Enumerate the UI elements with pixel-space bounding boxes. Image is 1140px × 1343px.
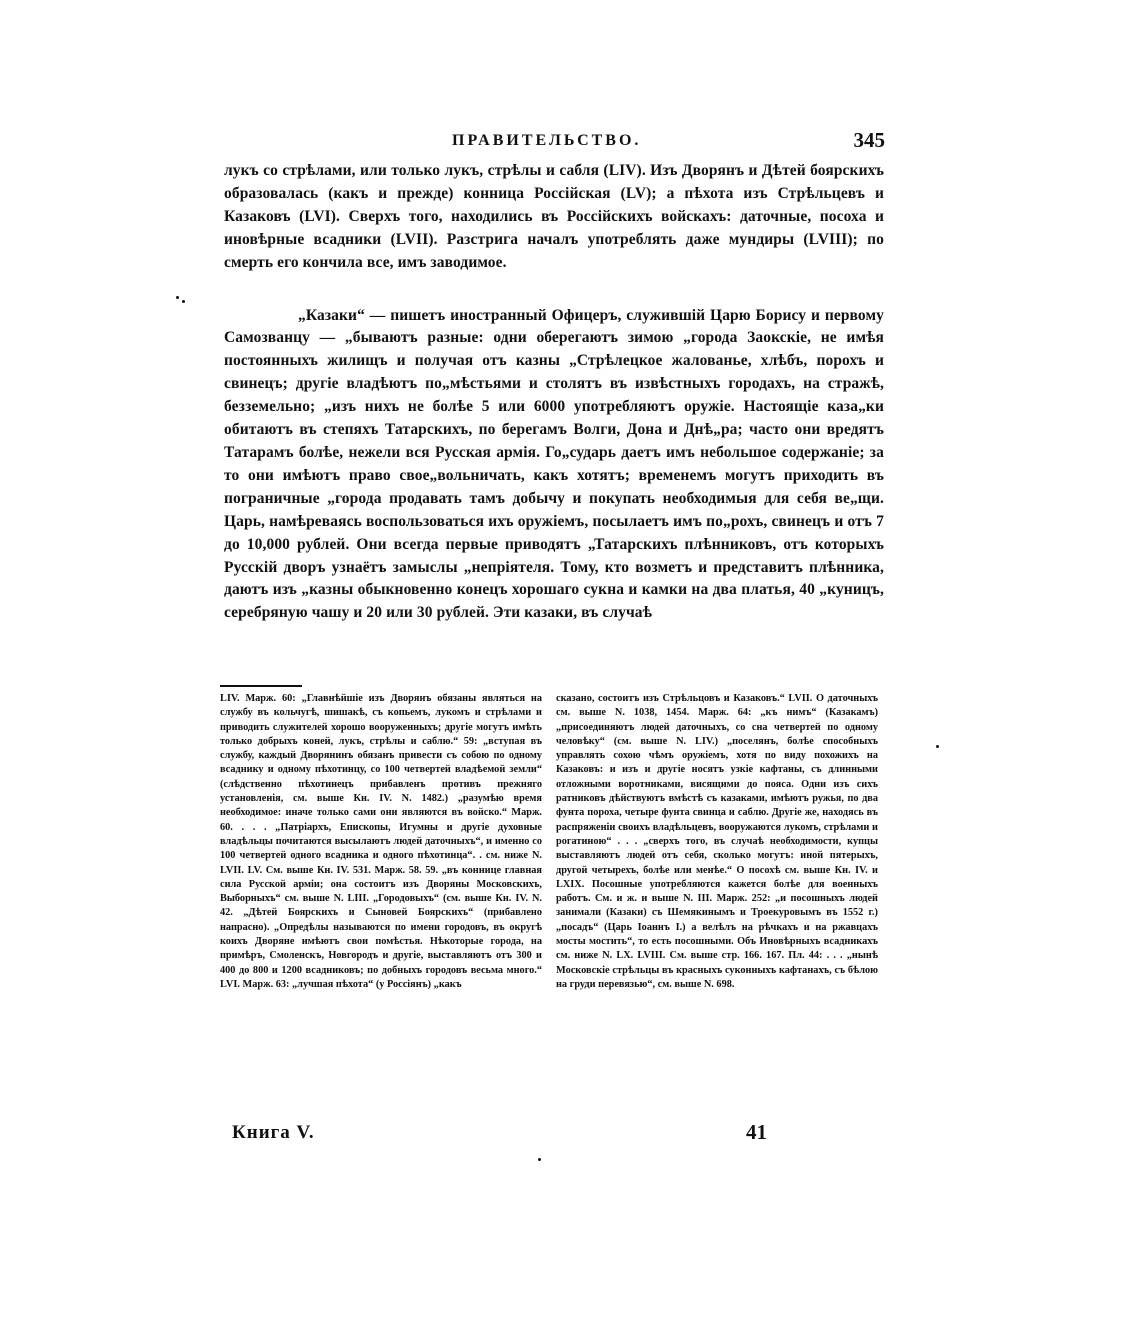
signature-mark: Книга V. xyxy=(232,1122,315,1143)
page-number: 345 xyxy=(853,128,885,152)
print-speck xyxy=(936,745,939,748)
print-speck xyxy=(176,296,179,299)
footnotes-right-column xyxy=(556,692,878,992)
print-speck xyxy=(182,300,185,303)
footnotes-left-column xyxy=(220,692,542,992)
footnote-text-right: сказано, состоитъ изъ Стрѣльцовъ и Казаковъ.“ LVII. О даточныхъ см. выше N. 1038, 1454. Марж. 64: „къ нимъ“ (Казакамъ) „присоединяютъ людей даточныхъ, со сна четвертей по одному человѣку“ (см. выше N. LIV.) „поселянъ, болѣе способныхъ управлять сохою чѣмъ оружіемъ, хотя по виду похожихъ на Казаковъ: и изъ и другіе носятъ узкіе кафтаны, съ длинными отложными воротниками, висящими до пояса. Одни изъ сихъ ратниковъ дѣйствуютъ вмѣстѣ съ казаками, имѣютъ ружья, по два фунта пороха, четыре фунта свинца и саблю. Другіе же, находясь въ распряженіи своихъ владѣльцевъ, вооружаются лукомъ, стрѣлами и рогатиною“ . . . „сверхъ того, въ случаѣ необходимости, купцы выставляютъ людей отъ себя, сколько могутъ: иной пятерыхъ, другой четырехъ, болѣе или менѣе.“ О посохѣ см. выше Кн. IV. и LXIX. Посошные употребляются кажется болѣе для военныхъ работъ. См. и ж. и выше N. III. Марж. 252: „и посошныхъ людей занимали (Казаки) съ Шемякинымъ и Троекуровымъ въ 1552 г.) „посадъ“ (Царь Іоаннъ I.) а велѣлъ на рѣчкахъ и на ржавцахъ мосты мостить“, то есть посошными. Объ Иновѣрныхъ всадникахъ см. ниже N. LX. LVIII. См. выше стр. 166. 167. Пл. 44: . . . „нынѣ Московскіе стрѣльцы въ красныхъ суконныхъ кафтанахъ, съ бѣлою на груди перевязью“, см. выше N. 698. xyxy=(556,693,878,990)
print-speck xyxy=(538,1158,541,1161)
main-text xyxy=(224,160,884,625)
signature-number: 41 xyxy=(746,1120,767,1144)
paragraph-1: лукъ со стрѣлами, или только лукъ, стрѣлы и сабля (LIV). Изъ Дворянъ и Дѣтей боярскихъ образовалась (какъ и прежде) конница Россійская (LV); а пѣхота изъ Стрѣльцевъ и Казаковъ (LVI). Сверхъ того, находились въ Россійскихъ войскахъ: даточные, посоха и иновѣрные всадники (LVII). Разстрига началъ употреблять даже мундиры (LVIII); по смерть его кончила все, имъ заводимое. xyxy=(224,162,884,271)
running-title: ПРАВИТЕЛЬСТВО. xyxy=(452,132,642,149)
paragraph-2: „Казаки“ — пишетъ иностранный Офицеръ, служившій Царю Борису и первому Самозванцу — „бываютъ разные: одни оберегаютъ зимою „города Заокскіе, не имѣя постоянныхъ жилищъ и получая отъ казны „Стрѣлецкое жалованье, хлѣбъ, порохъ и свинецъ; другіе владѣютъ по„мѣстьями и столятъ въ извѣстныхъ городахъ, на стражѣ, безземельно; „изъ нихъ не болѣе 5 или 6000 употребляютъ оружіе. Настоящіе каза„ки обитаютъ въ степяхъ Татарскихъ, по берегамъ Волги, Дона и Днѣ„ра; часто они вредятъ Татарамъ болѣе, нежели вся Русская армія. Го„сударь даетъ имъ небольшое содержаніе; за то они имѣютъ право свое„вольничать, какъ хотятъ; временемъ могутъ приходить въ пограничные „города продавать тамъ добычу и покупать необходимыя для себя ве„щи. Царь, намѣреваясь воспользоваться ихъ оружіемъ, посылаетъ имъ по„рохъ, свинецъ и отъ 7 до 10,000 рублей. Они всегда первые приводятъ „Татарскихъ плѣнниковъ, отъ которыхъ Русскій дворъ узнаётъ замыслы „непріятеля. Тому, кто возметъ и представитъ плѣнника, даютъ изъ „казны обыкновенно конецъ хорошаго сукна и камки на два платья, 40 „куницъ, серебряную чашу и 20 или 30 рублей. Эти казаки, въ случаѣ xyxy=(224,306,884,622)
footnote-text-left: LIV. Марж. 60: „Главнѣйшіе изъ Дворянъ обязаны являться на службу въ кольчугѣ, шишакѣ, съ копьемъ, лукомъ и стрѣлами и приводить служителей хорошо вооруженныхъ; другіе могутъ имѣть только добрыхъ коней, лукъ, стрѣлы и саблю.“ 59: „вступая въ службу, каждый Дворянинъ обязанъ привести съ собою по одному всаднику и одному пѣхотинцу, со 100 четвертей владѣемой земли“ (слѣдственно пѣхотинецъ прибавленъ противъ прежняго установленія, см. выше Кн. IV. N. 1482.) „разумѣю время необходимое: иначе только сами они являются въ войско.“ Марж. 60. . . . „Патріархъ, Епископы, Игумны и другіе духовные владѣльцы почитаются высылаютъ людей даточныхъ“, и именно со 100 четвертей одного всадника и одного пѣхотинца“. . см. ниже N. LVII. LV. См. выше Кн. IV. 531. Марж. 58. 59. „въ коннице главная сила Русской арміи; она состоитъ изъ Дворяны Московскихъ, Выборныхъ“ см. выше N. LIII. „Городовыхъ“ (см. выше Кн. IV. N. 42. „Дѣтей Боярскихъ и Сыновей Боярскихъ“ (прибавлено напрасно). „Опредѣлы называются по имени городовъ, въ округѣ коихъ Дворяне имѣютъ свои помѣстья. Нѣкоторые города, на примѣръ, Смоленскъ, Новгородъ и другіе, выставляютъ отъ 300 и 400 до 800 и 1200 всадниковъ; по добныхъ городовъ весьма много.“ LVI. Марж. 63: „лучшая пѣхота“ (у Россіянъ) „какъ xyxy=(220,693,542,990)
page-header xyxy=(230,128,885,158)
footnote-separator xyxy=(220,685,302,687)
